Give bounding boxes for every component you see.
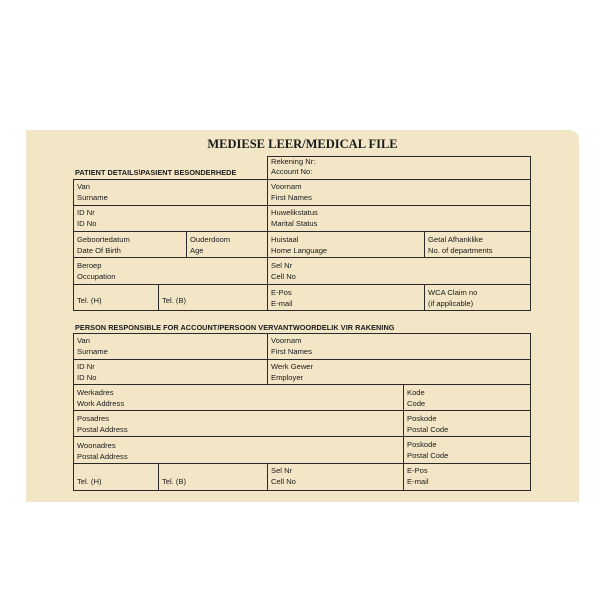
resp-home-address-label-en: Postal Address <box>77 452 128 461</box>
resp-postal-address-label-af: Posadres <box>77 414 110 423</box>
patient-dependents-label-en: No. of departments <box>428 246 493 255</box>
resp-first-names-label-af: Voornam <box>271 336 302 345</box>
resp-postal-code-label-en: Postal Code <box>407 425 449 434</box>
resp-employer-label-af: Werk Gewer <box>271 362 314 371</box>
resp-id-field[interactable] <box>73 359 268 385</box>
account-label-en: Account No: <box>271 167 313 176</box>
resp-cell-label-en: Cell No <box>271 477 296 486</box>
patient-email-label-af: E-Pos <box>271 288 292 297</box>
patient-occupation-label-en: Occupation <box>77 272 116 281</box>
resp-work-address-label-af: Werkadres <box>77 388 114 397</box>
resp-code-label-af: Kode <box>407 388 425 397</box>
patient-surname-label-af: Van <box>77 182 90 191</box>
patient-surname-label-en: Surname <box>77 193 108 202</box>
resp-home-postal-code-label-af: Poskode <box>407 440 437 449</box>
resp-postal-code-label-af: Poskode <box>407 414 437 423</box>
form-title: MEDIESE LEER/MEDICAL FILE <box>207 137 398 151</box>
patient-wca-label-af: WCA Claim no <box>428 288 478 297</box>
resp-id-label-af: ID Nr <box>77 362 95 371</box>
patient-tel-home-label: Tel. (H) <box>77 296 102 305</box>
patient-email-label-en: E-mail <box>271 299 293 308</box>
patient-tel-business-label: Tel. (B) <box>162 296 187 305</box>
patient-id-label-en: ID No <box>77 219 97 228</box>
resp-tel-business-label: Tel. (B) <box>162 477 187 486</box>
resp-home-address-label-af: Woonadres <box>77 441 116 450</box>
resp-home-postal-code-label-en: Postal Code <box>407 451 449 460</box>
patient-age-label-af: Ouderdoom <box>190 235 231 244</box>
patient-marital-label-en: Marital Status <box>271 219 318 228</box>
patient-id-field[interactable] <box>73 205 268 232</box>
patient-marital-label-af: Huwelikstatus <box>271 208 318 217</box>
resp-cell-label-af: Sel Nr <box>271 466 293 475</box>
resp-tel-home-label: Tel. (H) <box>77 477 102 486</box>
resp-email-label-af: E-Pos <box>407 466 428 475</box>
account-label-af: Rekening Nr: <box>271 157 316 166</box>
patient-first-names-label-en: First Names <box>271 193 312 202</box>
resp-surname-label-af: Van <box>77 336 90 345</box>
patient-language-label-af: Huistaal <box>271 235 299 244</box>
resp-email-label-en: E-mail <box>407 477 429 486</box>
patient-cell-label-af: Sel Nr <box>271 261 293 270</box>
resp-surname-label-en: Surname <box>77 347 108 356</box>
patient-cell-field[interactable] <box>267 257 531 285</box>
patient-section-heading: PATIENT DETAILS\PASIENT BESONDERHEDE <box>75 168 237 177</box>
resp-employer-label-en: Employer <box>271 373 304 382</box>
resp-work-address-label-en: Work Address <box>77 399 125 408</box>
patient-wca-label-en: (if applicable) <box>428 299 474 308</box>
patient-dependents-label-af: Getal Afhanklike <box>428 235 483 244</box>
resp-id-label-en: ID No <box>77 373 97 382</box>
patient-language-label-en: Home Language <box>271 246 328 255</box>
resp-code-label-en: Code <box>407 399 426 408</box>
patient-occupation-label-af: Beroep <box>77 261 102 270</box>
patient-age-label-en: Age <box>190 246 204 255</box>
resp-first-names-label-en: First Names <box>271 347 312 356</box>
responsible-section-heading: PERSON RESPONSIBLE FOR ACCOUNT/PERSOON VERVANTWOORDELIK VIR RAKENING <box>75 323 395 332</box>
patient-id-label-af: ID Nr <box>77 208 95 217</box>
resp-postal-address-label-en: Postal Address <box>77 425 128 434</box>
patient-dob-label-af: Geboortedatum <box>77 235 130 244</box>
patient-dob-label-en: Date Of Birth <box>77 246 121 255</box>
patient-first-names-label-af: Voornam <box>271 182 302 191</box>
patient-cell-label-en: Cell No <box>271 272 296 281</box>
